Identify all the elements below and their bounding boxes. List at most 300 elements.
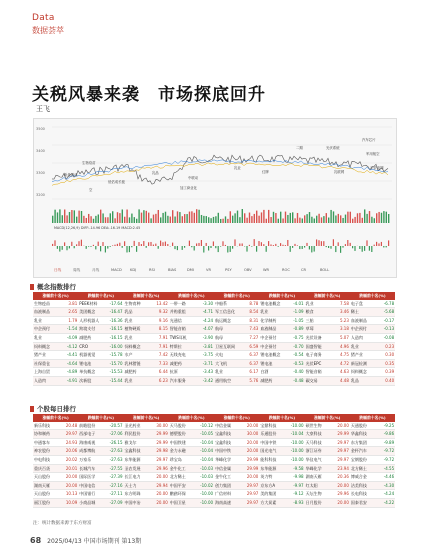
macd-bar — [122, 246, 123, 248]
change-value: -27.09 — [105, 498, 123, 507]
macd-bar — [378, 243, 379, 246]
item-name: 乳品 — [124, 308, 151, 317]
item-name: 博威合金 — [350, 473, 377, 482]
change-value: -9.97 — [286, 481, 304, 490]
macd-bar — [158, 246, 159, 249]
column-header: 跌幅前十名(%) — [78, 292, 123, 300]
change-value: -16.36 — [105, 316, 123, 325]
change-value: 4.63 — [332, 368, 350, 377]
item-name: 前瞻股份 — [78, 422, 105, 430]
item-name: 人形机器人 — [78, 316, 105, 325]
change-value: -15.44 — [105, 376, 123, 385]
chart-tab: 月线 — [92, 268, 100, 272]
item-name: 中企预付 — [33, 325, 60, 334]
item-name: 单抗概念 — [78, 368, 105, 377]
volume-bar — [273, 212, 274, 223]
volume-bar — [290, 213, 291, 223]
item-name: 乳林猪链 — [124, 359, 151, 368]
item-name: 大豪科技 — [305, 430, 332, 439]
macd-bar — [381, 242, 382, 246]
change-value: 3.46 — [332, 308, 350, 317]
volume-bar — [326, 213, 327, 223]
macd-bar — [323, 241, 324, 246]
chart-tab: MACD — [111, 268, 122, 272]
volume-bar — [98, 214, 99, 223]
item-name: 减肥药 — [78, 333, 105, 342]
table-row — [33, 376, 395, 385]
chart-tab: WR — [263, 268, 270, 272]
indicator-label: MACD(12,26,9) DIFF:-14.96 DEA:-16.19 MACD:2.45 — [54, 226, 141, 230]
change-value: 30.00 — [241, 430, 259, 439]
macd-bar — [143, 241, 144, 246]
item-name: 卫星互联网 — [214, 342, 241, 351]
y-tick-label: 3400 — [36, 149, 45, 153]
chart-tab: VR — [206, 268, 211, 272]
macd-bar — [71, 242, 72, 246]
item-name: 中国中铁 — [259, 438, 286, 447]
change-value: -4.64 — [60, 359, 78, 368]
change-value: -1.09 — [286, 308, 304, 317]
item-name: 新乐科技 — [33, 422, 60, 430]
macd-bar — [52, 244, 53, 246]
item-name: 锂电池概念 — [259, 300, 286, 308]
chart-annotation: 新盘游戏 — [64, 173, 78, 177]
change-value: 7.58 — [332, 300, 350, 308]
macd-bar — [299, 246, 300, 249]
item-name: 军工信息化 — [214, 308, 241, 317]
volume-bar — [237, 211, 238, 223]
macd-bar — [81, 240, 82, 246]
macd-bar — [174, 246, 175, 249]
macd-bar — [326, 246, 327, 247]
table-row — [33, 368, 395, 377]
volume-bar — [376, 213, 377, 223]
volume-bar — [117, 212, 118, 223]
chart-annotation: 乳品 — [152, 171, 159, 175]
volume-bar — [57, 212, 58, 223]
change-value: -4.30 — [377, 481, 395, 490]
change-value: -15.78 — [105, 351, 123, 360]
y-tick-label: 3200 — [36, 193, 45, 197]
change-value: 20.00 — [241, 422, 259, 430]
change-value: 0.39 — [377, 368, 395, 377]
change-value: -0.48 — [286, 376, 304, 385]
macd-bar — [78, 241, 79, 246]
change-value: -10.04 — [196, 447, 214, 456]
item-name: 通用航空 — [214, 376, 241, 385]
change-value: -0.08 — [377, 333, 395, 342]
macd-bar — [131, 246, 132, 247]
change-value: 29.98 — [151, 447, 169, 456]
table-row — [33, 333, 395, 342]
item-name: 中国铁建 — [169, 438, 196, 447]
volume-bar — [52, 216, 53, 223]
change-value: -4.12 — [60, 342, 78, 351]
macd-bar — [213, 241, 214, 246]
item-name: 宝鼎科技 — [259, 422, 286, 430]
change-value: 20.48 — [60, 422, 78, 430]
item-name: 万家乐 — [78, 455, 105, 464]
volume-bar — [357, 213, 358, 223]
macd-bar — [280, 243, 281, 246]
y-tick-label: 3300 — [36, 171, 45, 175]
volume-bar — [179, 212, 180, 223]
item-name: 华峰化学 — [305, 464, 332, 473]
volume-bar — [170, 217, 171, 223]
item-name: 稀土 — [350, 308, 377, 317]
change-value: 29.99 — [241, 455, 259, 464]
change-value: -10.04 — [196, 455, 214, 464]
macd-bar — [107, 246, 108, 249]
macd-bar — [86, 246, 87, 249]
item-name: 乳品 — [350, 376, 377, 385]
change-value: -4.01 — [286, 300, 304, 308]
chart-annotation: 军用航空 — [366, 152, 380, 156]
item-name: 碳交易 — [305, 376, 332, 385]
change-value: 20.06 — [60, 447, 78, 456]
macd-bar — [258, 241, 259, 246]
macd-bar — [371, 246, 372, 252]
item-name: 电子商务 — [305, 351, 332, 360]
item-name: 饲料概念 — [124, 342, 151, 351]
item-name: 宝钢股份 — [350, 455, 377, 464]
change-value: 5.07 — [332, 333, 350, 342]
volume-bar — [270, 217, 271, 223]
volume-bar — [249, 213, 250, 223]
item-name: 东方集团 — [350, 438, 377, 447]
volume-bar — [299, 218, 300, 223]
change-value: -0.54 — [286, 351, 304, 360]
macd-bar — [350, 243, 351, 246]
volume-bar — [107, 217, 108, 223]
chart-annotation: 光伏系统 — [326, 146, 340, 150]
chart-tab: BIAS — [168, 268, 177, 272]
item-name: 三胎 — [305, 316, 332, 325]
table-row — [33, 447, 395, 456]
item-name: 金牛化工 — [214, 473, 241, 482]
item-name: 智能音箱 — [305, 368, 332, 377]
volume-bar — [302, 218, 303, 223]
macd-bar — [246, 246, 247, 252]
change-value: -0.13 — [377, 325, 395, 334]
macd-bar — [354, 246, 355, 251]
macd-bar — [191, 246, 192, 247]
item-name: 水产 — [124, 351, 151, 360]
chart-annotation: 二期 — [296, 146, 303, 150]
volume-bar — [126, 210, 127, 223]
volume-bar — [388, 214, 389, 223]
table-row — [33, 481, 395, 490]
volume-bar — [203, 216, 204, 223]
item-name: 天士力 — [124, 481, 151, 490]
table-row — [33, 308, 395, 317]
section-label-zh: 数据荟萃 — [32, 26, 64, 35]
volume-bar — [134, 217, 135, 223]
volume-bar — [59, 209, 60, 223]
macd-bar — [261, 242, 262, 246]
volume-bar — [222, 219, 223, 223]
macd-bar — [194, 246, 195, 251]
stock-ranking-heading — [30, 404, 76, 413]
volume-bar — [71, 210, 72, 223]
chart-tab: 日线 — [54, 268, 62, 272]
volume-bar — [146, 211, 147, 223]
macd-bar — [311, 246, 312, 252]
volume-bar — [246, 218, 247, 223]
change-value: 20.36 — [332, 473, 350, 482]
macd-bar — [141, 244, 142, 246]
change-value: -4.22 — [377, 498, 395, 507]
item-name: 金杯汽车 — [350, 447, 377, 456]
macd-bar — [150, 242, 151, 246]
item-name: 华峰化学 — [214, 455, 241, 464]
item-name: 植物硬质 — [124, 325, 151, 334]
change-value: -15.70 — [105, 359, 123, 368]
item-name: 华鑫科技 — [350, 430, 377, 439]
change-value: -17.64 — [105, 300, 123, 308]
item-name: 天山股份 — [33, 490, 60, 499]
volume-bar — [232, 216, 233, 223]
item-name: 减肥药 — [169, 359, 196, 368]
volume-bar — [366, 214, 367, 223]
change-value: 29.97 — [241, 481, 259, 490]
item-name: 中通客车 — [33, 438, 60, 447]
item-name: 航母 — [214, 333, 241, 342]
item-name: 湖南天雁 — [33, 481, 60, 490]
volume-bar — [160, 217, 161, 223]
change-value: 6.17 — [241, 368, 259, 377]
change-value: -4.55 — [377, 464, 395, 473]
chart-annotation: 乳业 — [234, 166, 241, 170]
volume-bar — [263, 210, 264, 223]
change-value: 29.97 — [60, 430, 78, 439]
item-name: 丽江股份 — [33, 498, 60, 507]
change-value: -4.91 — [60, 376, 78, 385]
item-name: 锂电池概念 — [259, 351, 286, 360]
volume-bar — [141, 213, 142, 223]
macd-bar — [249, 245, 250, 246]
macd-bar — [278, 246, 279, 247]
macd-bar — [167, 244, 168, 246]
item-name: 智能音箱 — [169, 325, 196, 334]
issue-info: 2025/04/13 中国市场期刊 第13期 — [47, 538, 142, 545]
macd-bar — [114, 245, 115, 246]
table-row — [33, 498, 395, 507]
column-header: 涨幅前十名(%) — [214, 292, 259, 300]
volume-bar — [369, 211, 370, 223]
volume-bar — [354, 217, 355, 223]
item-name: 德塑股份 — [169, 430, 196, 439]
change-value: -10.00 — [196, 498, 214, 507]
macd-bar — [304, 246, 305, 248]
macd-bar — [100, 246, 101, 251]
volume-bar — [328, 217, 329, 223]
change-value: 29.99 — [151, 430, 169, 439]
change-value: -8.93 — [286, 498, 304, 507]
item-name: 能科科技 — [259, 455, 286, 464]
item-name: 西部电子 — [78, 430, 105, 439]
item-name: 血液制品 — [33, 308, 60, 317]
chart-annotation: 加工商业化 — [180, 186, 197, 190]
item-name: 美的集团 — [259, 490, 286, 499]
change-value: 20.00 — [151, 473, 169, 482]
change-value: 2.65 — [60, 308, 78, 317]
macd-bar — [148, 242, 149, 246]
volume-bar — [297, 213, 298, 223]
item-name: 人造肉 — [350, 333, 377, 342]
macd-bar — [374, 245, 375, 246]
volume-bar — [150, 218, 151, 223]
table-row — [33, 300, 395, 308]
item-name: 金牛化工 — [169, 464, 196, 473]
section-label-en: Data — [32, 13, 55, 23]
change-value: 29.97 — [241, 490, 259, 499]
volume-bar — [218, 213, 219, 223]
volume-bar — [210, 218, 211, 223]
item-name: 饲料概念 — [33, 342, 60, 351]
change-value: 29.97 — [241, 498, 259, 507]
volume-bar — [69, 212, 70, 223]
change-value: 29.94 — [151, 481, 169, 490]
volume-bar — [54, 210, 55, 223]
volume-bar — [90, 216, 91, 223]
table-row — [33, 422, 395, 430]
change-value: 8.15 — [151, 325, 169, 334]
macd-bar — [136, 246, 137, 252]
item-name: 海南高速 — [214, 498, 241, 507]
page-header — [0, 0, 427, 35]
macd-bar — [155, 244, 156, 246]
change-value: 6.23 — [151, 376, 169, 385]
item-name: 中信金属 — [214, 464, 241, 473]
macd-bar — [352, 246, 353, 248]
change-value: 23.94 — [332, 464, 350, 473]
change-value: 6.37 — [241, 359, 259, 368]
volume-bar — [189, 212, 190, 223]
item-name: 火电 — [214, 351, 241, 360]
volume-bar — [162, 213, 163, 223]
change-value: -16.15 — [105, 333, 123, 342]
volume-bar — [285, 212, 286, 223]
change-value: 0.40 — [377, 376, 395, 385]
macd-bar — [234, 239, 235, 246]
volume-bar — [66, 215, 67, 223]
volume-bar — [158, 210, 159, 223]
macd-bar — [338, 242, 339, 246]
index-chart — [33, 118, 397, 278]
item-name: 乳业 — [350, 342, 377, 351]
item-name: 次新股 — [78, 376, 105, 385]
item-name: 神农股份 — [33, 447, 60, 456]
change-value: -0.40 — [286, 368, 304, 377]
table-row — [33, 351, 395, 360]
item-name: 一带一路 — [169, 300, 196, 308]
change-value: -10.02 — [196, 481, 214, 490]
macd-bar — [302, 246, 303, 249]
macd-bar — [126, 246, 127, 252]
column-header: 跌幅前十名(%) — [169, 414, 214, 422]
macd-bar — [335, 246, 336, 252]
change-value: -9.98 — [286, 473, 304, 482]
change-value: -0.70 — [286, 342, 304, 351]
change-value: -1.54 — [60, 325, 78, 334]
change-value: -10.00 — [196, 490, 214, 499]
item-name: 猪产业 — [350, 351, 377, 360]
volume-bar — [122, 209, 123, 223]
change-value: -9.25 — [377, 422, 395, 430]
volume-bar — [333, 211, 334, 223]
change-value: -3.90 — [196, 333, 214, 342]
macd-bar — [290, 246, 291, 252]
item-name: 利民股份 — [124, 430, 151, 439]
change-value: -3.71 — [196, 359, 214, 368]
chart-annotation: 低估成长板 — [108, 180, 125, 184]
volume-bar — [165, 212, 166, 223]
macd-bar — [90, 246, 91, 247]
change-value: -27.06 — [105, 430, 123, 439]
volume-bar — [256, 211, 257, 223]
macd-bar — [112, 245, 113, 246]
chart-tab: RSI — [149, 268, 155, 272]
macd-bar — [275, 244, 276, 246]
macd-bar — [287, 240, 288, 246]
item-name: 国光电气 — [259, 447, 286, 456]
volume-bar — [198, 210, 199, 223]
change-value: -9.72 — [377, 455, 395, 464]
volume-bar — [258, 216, 259, 223]
macd-bar — [153, 245, 154, 246]
change-value: 7.33 — [151, 359, 169, 368]
change-value: 7.91 — [151, 342, 169, 351]
change-value: 0.35 — [377, 359, 395, 368]
macd-bar — [138, 242, 139, 246]
change-value: 20.00 — [60, 473, 78, 482]
macd-bar — [388, 240, 389, 246]
macd-bar — [98, 242, 99, 246]
volume-bar — [254, 214, 255, 223]
volume-bar — [294, 218, 295, 223]
item-name: 长江电力 — [124, 473, 151, 482]
page-footer — [30, 536, 141, 545]
macd-bar — [230, 246, 231, 252]
item-name: 人造肉 — [33, 376, 60, 385]
column-header: 跌幅前十名(%) — [350, 414, 395, 422]
change-value: 13.42 — [151, 300, 169, 308]
change-value: -4.41 — [60, 351, 78, 360]
volume-bar — [93, 219, 94, 223]
chart-tab: ROC — [282, 268, 290, 272]
volume-bar — [131, 214, 132, 223]
item-name: 长电科技 — [350, 490, 377, 499]
item-name: 天通股份 — [350, 422, 377, 430]
item-name: 社保重仓 — [33, 359, 60, 368]
item-name: 雅戈尔 — [124, 438, 151, 447]
change-value: 20.00 — [60, 481, 78, 490]
table-row — [33, 430, 395, 439]
volume-bar — [81, 211, 82, 223]
item-name: 长城汽车 — [78, 464, 105, 473]
change-value: -9.72 — [377, 447, 395, 456]
volume-bar — [105, 217, 106, 223]
macd-bar — [362, 246, 363, 252]
macd-bar — [124, 241, 125, 246]
volume-bar — [278, 219, 279, 223]
volume-bar — [230, 211, 231, 223]
change-value: 0.30 — [377, 351, 395, 360]
item-name: 中国中铁 — [214, 447, 241, 456]
item-name: 光伏设备 — [305, 333, 332, 342]
chart-tab: DMI — [187, 268, 194, 272]
